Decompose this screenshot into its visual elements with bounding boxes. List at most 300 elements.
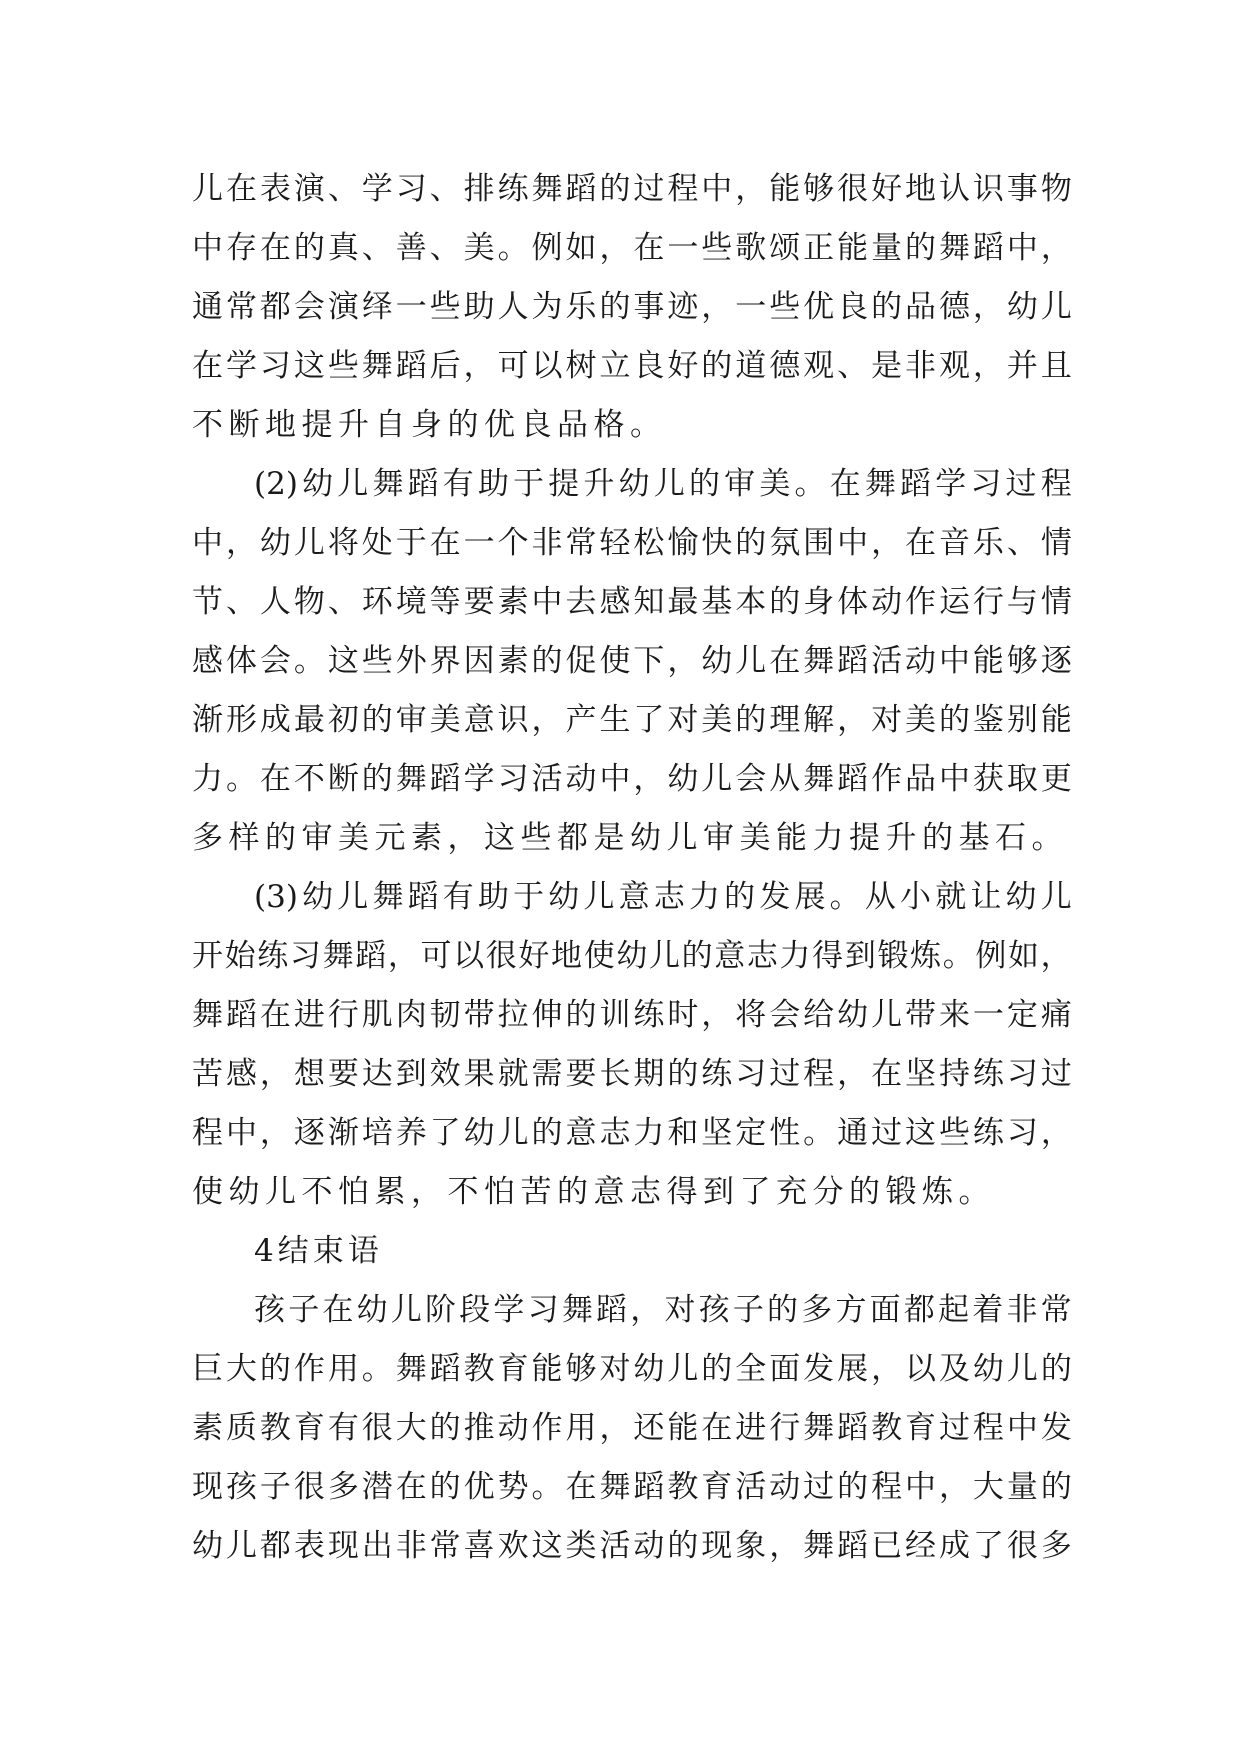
glyph: 表: [259, 171, 291, 207]
glyph: 都: [903, 1292, 935, 1328]
glyph: 训: [599, 997, 631, 1033]
glyph: 大: [395, 1410, 427, 1446]
glyph: 育: [497, 1351, 529, 1387]
glyph: 绎: [361, 289, 393, 325]
glyph: 中: [701, 171, 733, 207]
glyph: 逐: [1040, 643, 1072, 679]
glyph: 舞: [803, 643, 835, 679]
glyph: 对: [871, 702, 903, 738]
section-heading: 4结束语: [254, 1233, 383, 1269]
glyph: 乐: [972, 525, 1004, 561]
glyph: 动: [905, 643, 937, 679]
glyph: 幼: [302, 466, 334, 502]
glyph: 形: [225, 702, 257, 738]
glyph: ，: [837, 1056, 869, 1092]
glyph: 环: [361, 584, 393, 620]
glyph: 观: [938, 348, 970, 384]
glyph: 以: [453, 938, 485, 974]
glyph: 蹈: [429, 1351, 461, 1387]
glyph: 孩: [254, 1292, 285, 1328]
glyph: 通: [192, 289, 223, 325]
glyph: 够: [565, 1351, 597, 1387]
glyph: 正: [803, 230, 835, 266]
glyph: 儿: [390, 1292, 422, 1328]
glyph: ，: [938, 1469, 970, 1505]
glyph: 儿: [735, 643, 767, 679]
glyph: 时: [667, 997, 699, 1033]
glyph: 锻: [877, 938, 909, 974]
glyph: 多: [1040, 1528, 1072, 1564]
text-line: [192, 455, 1072, 514]
glyph: 颂: [769, 230, 801, 266]
paragraph-conclusion: [192, 1281, 1072, 1576]
glyph: 舞: [864, 466, 896, 502]
glyph: 运: [938, 584, 970, 620]
glyph: 能: [667, 1410, 699, 1446]
glyph: 优: [463, 1469, 495, 1505]
glyph: 的: [531, 643, 563, 679]
glyph: 段: [459, 1292, 491, 1328]
glyph: 在: [259, 230, 291, 266]
glyph: 现: [701, 1528, 733, 1564]
glyph: 的: [681, 938, 713, 974]
glyph: 歌: [735, 230, 767, 266]
glyph: 舞: [192, 997, 223, 1033]
glyph: 到: [395, 1056, 427, 1092]
glyph: 力: [779, 938, 811, 974]
glyph: 存: [225, 230, 257, 266]
text-line: [192, 1517, 1072, 1576]
glyph: 的: [837, 1469, 869, 1505]
glyph: 将: [327, 525, 359, 561]
glyph: 品: [905, 289, 937, 325]
glyph: (3): [254, 879, 298, 915]
glyph: 让: [970, 879, 1002, 915]
glyph: 轻: [599, 525, 631, 561]
glyph: 培: [361, 1115, 393, 1151]
glyph: 迹: [667, 289, 699, 325]
glyph: 舞: [561, 1292, 593, 1328]
glyph: 过: [1005, 466, 1037, 502]
glyph: 类: [565, 1528, 597, 1564]
glyph: 认: [938, 171, 970, 207]
glyph: 发: [803, 1351, 835, 1387]
glyph: 量: [1006, 1469, 1038, 1505]
glyph: 定: [1006, 997, 1038, 1033]
glyph: 通: [837, 1115, 869, 1151]
glyph: 美: [759, 466, 791, 502]
glyph: 就: [497, 1056, 529, 1092]
glyph: ，: [599, 1410, 631, 1446]
glyph: 幼: [972, 1351, 1004, 1387]
glyph: 作: [293, 1351, 325, 1387]
glyph: 能: [837, 230, 869, 266]
glyph: ，: [1040, 1115, 1072, 1151]
glyph: 习: [497, 761, 529, 797]
glyph: 的: [361, 761, 393, 797]
glyph: 生: [599, 702, 631, 738]
glyph: 的: [429, 1410, 461, 1446]
glyph: 欢: [497, 1528, 529, 1564]
glyph: 好: [518, 938, 550, 974]
glyph: ，: [871, 525, 903, 561]
glyph: 志: [599, 1115, 631, 1151]
glyph: 例: [975, 938, 1007, 974]
glyph: 使: [599, 643, 631, 679]
glyph: 一: [972, 997, 1004, 1033]
glyph: 一: [395, 289, 427, 325]
glyph: 儿: [497, 1115, 529, 1151]
paragraph-moral-education: [192, 160, 1072, 455]
glyph: 习: [259, 348, 291, 384]
glyph: 的: [1040, 1351, 1072, 1387]
glyph: 物: [1040, 171, 1072, 207]
glyph: 幼: [667, 761, 699, 797]
glyph: 常: [1040, 1292, 1072, 1328]
glyph: 活: [599, 1528, 631, 1564]
glyph: 有: [442, 879, 474, 915]
glyph: 儿: [1006, 1351, 1038, 1387]
glyph: 好: [667, 348, 699, 384]
glyph: 性: [769, 1115, 801, 1151]
glyph: 体: [837, 584, 869, 620]
glyph: 舞: [372, 466, 404, 502]
glyph: 的: [735, 525, 767, 561]
glyph: 蹈: [407, 879, 439, 915]
glyph: 中: [192, 230, 223, 266]
glyph: 最: [293, 702, 325, 738]
glyph: 演: [293, 171, 325, 207]
glyph: 外: [395, 643, 427, 679]
glyph: 素: [192, 1410, 223, 1446]
glyph: 助: [477, 466, 509, 502]
text-line: [192, 1045, 1072, 1104]
glyph: 大: [225, 1351, 257, 1387]
glyph: 蹈: [837, 761, 869, 797]
glyph: 会: [259, 643, 291, 679]
glyph: 有: [327, 1410, 359, 1446]
glyph: 带: [463, 997, 495, 1033]
glyph: 人: [497, 289, 529, 325]
glyph: 学: [361, 171, 393, 207]
glyph: 去: [565, 584, 597, 620]
text-line: [192, 986, 1072, 1045]
glyph: 很: [1006, 1528, 1038, 1564]
glyph: 些: [327, 348, 359, 384]
glyph: 美: [701, 702, 733, 738]
glyph: 定: [735, 1115, 767, 1151]
glyph: 如: [565, 230, 597, 266]
glyph: 在: [565, 1469, 597, 1505]
text-line: 不断地提升自身的优良品格。: [192, 407, 667, 443]
glyph: 舞: [938, 230, 970, 266]
glyph: 行: [327, 997, 359, 1033]
glyph: 的: [905, 230, 937, 266]
glyph: 一: [463, 525, 495, 561]
glyph: 舞: [531, 171, 563, 207]
glyph: 氛: [769, 525, 801, 561]
glyph: ，: [531, 702, 563, 738]
glyph: ，: [387, 938, 419, 974]
glyph: 美: [463, 230, 495, 266]
glyph: 进: [735, 1410, 767, 1446]
glyph: 非: [531, 525, 563, 561]
glyph: 乐: [565, 289, 597, 325]
glyph: 。: [225, 761, 257, 797]
glyph: 开: [192, 938, 223, 974]
glyph: 些: [361, 643, 393, 679]
glyph: 给: [803, 997, 835, 1033]
glyph: 学: [493, 1292, 525, 1328]
glyph: 素: [497, 643, 529, 679]
glyph: 的: [599, 289, 631, 325]
glyph: ，: [735, 171, 767, 207]
glyph: 量: [871, 230, 903, 266]
glyph: 蹈: [429, 761, 461, 797]
glyph: 持: [938, 1056, 970, 1092]
glyph: 地: [551, 938, 583, 974]
glyph: ，: [630, 1292, 662, 1328]
glyph: 演: [327, 289, 359, 325]
glyph: 地: [905, 171, 937, 207]
glyph: 的: [724, 879, 756, 915]
glyph: 儿: [648, 938, 680, 974]
glyph: 练: [701, 1056, 733, 1092]
glyph: 识: [497, 702, 529, 738]
glyph: 儿: [1040, 289, 1072, 325]
glyph: 幼: [259, 525, 291, 561]
glyph: 初: [327, 702, 359, 738]
glyph: 幼: [837, 997, 869, 1033]
glyph: 在: [871, 1056, 903, 1092]
glyph: 力: [633, 1115, 665, 1151]
glyph: 幼: [1006, 289, 1038, 325]
glyph: 这: [531, 1528, 563, 1564]
glyph: 成: [938, 1528, 970, 1564]
glyph: 已: [871, 1528, 903, 1564]
glyph: 些: [701, 230, 733, 266]
glyph: 想: [293, 1056, 325, 1092]
glyph: 象: [735, 1528, 767, 1564]
glyph: 围: [803, 525, 835, 561]
glyph: 有: [442, 466, 474, 502]
glyph: 蹈: [633, 1469, 665, 1505]
glyph: 且: [1040, 348, 1072, 384]
glyph: 儿: [192, 171, 223, 207]
glyph: ，: [225, 525, 257, 561]
glyph: 能: [531, 1351, 563, 1387]
glyph: 取: [1006, 761, 1038, 797]
glyph: 行: [769, 1410, 801, 1446]
glyph: ，: [667, 643, 699, 679]
glyph: 蹈: [395, 348, 427, 384]
glyph: 质: [225, 1410, 257, 1446]
glyph: 会: [735, 761, 767, 797]
glyph: 并: [1006, 348, 1038, 384]
glyph: 力: [192, 761, 223, 797]
glyph: ，: [701, 997, 733, 1033]
glyph: 用: [327, 1351, 359, 1387]
glyph: 处: [361, 525, 393, 561]
glyph: 幼: [618, 466, 650, 502]
glyph: 蹈: [407, 466, 439, 502]
glyph: 蹈: [225, 997, 257, 1033]
glyph: 意: [565, 1115, 597, 1151]
glyph: 坚: [905, 1056, 937, 1092]
glyph: 喜: [463, 1528, 495, 1564]
glyph: 舞: [599, 1469, 631, 1505]
glyph: 在: [429, 525, 461, 561]
glyph: 炼: [910, 938, 942, 974]
glyph: 习: [735, 1056, 767, 1092]
glyph: 了: [972, 1528, 1004, 1564]
glyph: 幼: [616, 938, 648, 974]
glyph: 中: [837, 525, 869, 561]
glyph: 舞: [372, 879, 404, 915]
glyph: 习: [1006, 1115, 1038, 1151]
glyph: 了: [633, 702, 665, 738]
glyph: 事: [1006, 171, 1038, 207]
glyph: 获: [972, 761, 1004, 797]
glyph: 发: [1040, 1410, 1072, 1446]
glyph: 方: [835, 1292, 867, 1328]
glyph: 的: [701, 348, 733, 384]
glyph: 够: [803, 171, 835, 207]
glyph: 练: [633, 997, 665, 1033]
glyph: 的: [259, 1351, 291, 1387]
glyph: 的: [735, 702, 767, 738]
glyph: 舞: [322, 938, 354, 974]
glyph: 。: [794, 466, 826, 502]
text-line: [192, 514, 1072, 573]
glyph: 常: [429, 1528, 461, 1564]
glyph: 很: [485, 938, 517, 974]
glyph: 的: [293, 230, 325, 266]
glyph: ，: [463, 348, 495, 384]
glyph: 审: [724, 466, 756, 502]
glyph: 素: [497, 584, 529, 620]
glyph: 期: [633, 1056, 665, 1092]
glyph: 舞: [395, 1351, 427, 1387]
glyph: 意: [714, 938, 746, 974]
glyph: 知: [633, 584, 665, 620]
glyph: 德: [938, 289, 970, 325]
glyph: 子: [732, 1292, 764, 1328]
glyph: 解: [803, 702, 835, 738]
text-line: [192, 691, 1072, 750]
glyph: 境: [395, 584, 427, 620]
glyph: 因: [463, 643, 495, 679]
glyph: 教: [463, 1351, 495, 1387]
glyph: 下: [633, 643, 665, 679]
glyph: 中: [192, 525, 223, 561]
glyph: 多: [801, 1292, 833, 1328]
glyph: 的: [429, 1469, 461, 1505]
glyph: 是: [871, 348, 903, 384]
glyph: 断: [327, 761, 359, 797]
glyph: 蹈: [972, 230, 1004, 266]
glyph: 优: [803, 289, 835, 325]
glyph: 最: [667, 584, 699, 620]
glyph: 效: [429, 1056, 461, 1092]
glyph: 展: [794, 879, 826, 915]
glyph: 面: [769, 1351, 801, 1387]
glyph: 苦: [192, 1056, 223, 1092]
glyph: 面: [869, 1292, 901, 1328]
glyph: 舞: [803, 1528, 835, 1564]
glyph: 练: [257, 938, 289, 974]
glyph: 中: [531, 584, 563, 620]
glyph: 助: [477, 879, 509, 915]
glyph: 巨: [192, 1351, 223, 1387]
glyph: 。: [803, 1115, 835, 1151]
glyph: 的: [767, 1292, 799, 1328]
glyph: 育: [701, 1469, 733, 1505]
glyph: 韧: [429, 997, 461, 1033]
glyph: 进: [293, 997, 325, 1033]
glyph: 中: [599, 761, 631, 797]
glyph: 于: [395, 525, 427, 561]
glyph: 始: [224, 938, 256, 974]
glyph: 程: [871, 1469, 903, 1505]
glyph: 幼: [356, 1292, 388, 1328]
glyph: 活: [735, 1469, 767, 1505]
glyph: 审: [395, 702, 427, 738]
glyph: 从: [864, 879, 896, 915]
glyph: 、: [837, 348, 869, 384]
glyph: 过: [803, 1469, 835, 1505]
glyph: 很: [361, 1410, 393, 1446]
glyph: 程: [972, 1410, 1004, 1446]
glyph: 、: [429, 171, 461, 207]
glyph: 了: [429, 1115, 461, 1151]
glyph: 舞: [395, 761, 427, 797]
glyph: 肌: [361, 997, 393, 1033]
glyph: 本: [735, 584, 767, 620]
glyph: 现: [327, 1528, 359, 1564]
glyph: 善: [395, 230, 427, 266]
glyph: 的: [361, 702, 393, 738]
glyph: 学: [225, 348, 257, 384]
glyph: 的: [871, 289, 903, 325]
text-line: [192, 337, 1072, 396]
glyph: ，: [769, 1528, 801, 1564]
glyph: 非: [905, 348, 937, 384]
glyph: 愉: [667, 525, 699, 561]
glyph: 意: [463, 702, 495, 738]
paragraph-aesthetics: [192, 455, 1072, 868]
glyph: 过: [938, 1410, 970, 1446]
glyph: 舞: [803, 761, 835, 797]
glyph: 在: [259, 761, 291, 797]
glyph: 伸: [531, 997, 563, 1033]
glyph: 感: [225, 1056, 257, 1092]
glyph: 。: [942, 938, 974, 974]
glyph: 中: [1006, 1410, 1038, 1446]
glyph: 这: [293, 348, 325, 384]
glyph: 可: [420, 938, 452, 974]
glyph: 、: [1006, 525, 1038, 561]
glyph: 美: [905, 702, 937, 738]
glyph: 在: [259, 997, 291, 1033]
glyph: 习: [395, 171, 427, 207]
glyph: 从: [769, 761, 801, 797]
glyph: 很: [293, 1469, 325, 1505]
text-line: [192, 1281, 1072, 1340]
glyph: 过: [871, 1115, 903, 1151]
glyph: 后: [429, 348, 461, 384]
glyph: 作: [905, 584, 937, 620]
